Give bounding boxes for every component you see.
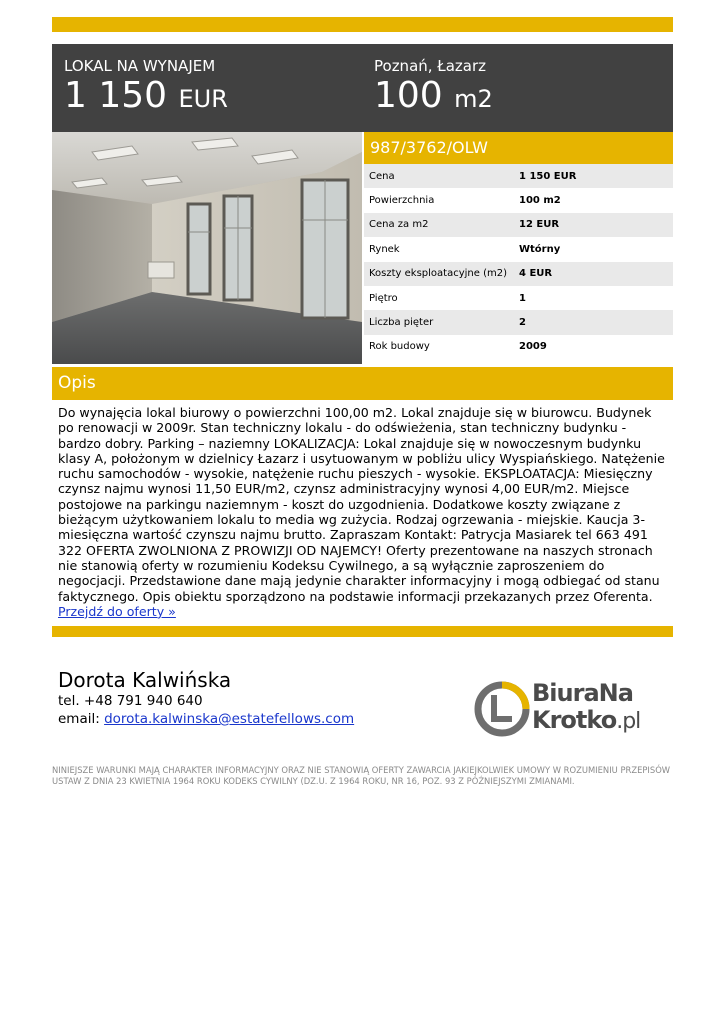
office-interior-image xyxy=(52,132,362,364)
listing-header xyxy=(52,44,673,132)
description-text: Do wynajęcia lokal biurowy o powierzchni 100,00 m2. Lokal znajduje się w biurowcu. Budynek po renowacji w 2009r. Stan techniczny lokalu - do odświeżenia, stan techniczny budynku - bardzo dobry. Parking – naziemny LOKALIZACJA: Lokal znajduje się w nowoczesnym budynku klasy A, położonym w dzielnicy Łazarz i usytuowanym w pobliżu ulicy Wyspiańskiego. Natężenie ruchu samochodów - wysokie, natężenie ruchu pieszych - wysokie. EKSPLOATACJA: Miesięczny czynsz najmu wynosi 11,50 EUR/m2, czynsz administracyjny wynosi 4,00 EUR/m2. Miejsce postojowe na parkingu naziemnym - koszt do uzgodnienia. Dodatkowe koszty związane z bieżącym użytkowaniem lokalu to media wg zużycia. Rodzaj ogrzewania - miejskie. Kaucja 3-miesięczna wartość czynszu najmu brutto. Zapraszam Kontakt: Patrycja Masiarek tel 663 491 322 OFERTA ZWOLNIONA Z PROWIZJI OD NAJEMCY! Oferty prezentowane na naszych stronach nie stanowią oferty w rozumieniu Kodeksu Cywilnego, a są wyłącznie zaproszeniem do negocjacji. Przedstawione dane mają jedynie charakter informacyjny i mogą odbiegać od stanu faktycznego. Opis obiektu sporządzono na podstawie informacji przekazanych przez Oferenta. xyxy=(58,405,665,604)
legal-disclaimer: NINIEJSZE WARUNKI MAJĄ CHARAKTER INFORMACYJNY ORAZ NIE STANOWIĄ OFERTY ZAWARCIA JAKIEJKOLWIEK UMOWY W ROZUMIENIU PRZEPISÓW USTAW Z DNIA 23 KWIETNIA 1964 ROKU KODEKS CYWILNY (DZ.U. Z 1964 ROKU, NR 16, POZ. 93 Z PÓŹNIEJSZYMI ZMIANAMI. xyxy=(52,765,671,786)
area-display xyxy=(374,76,493,119)
spec-value: 100 m2 xyxy=(519,195,561,207)
agent-email-link[interactable]: dorota.kalwinska@estatefellows.com xyxy=(104,711,355,727)
logo-line-2: Krotko xyxy=(532,706,617,734)
description-body xyxy=(58,405,670,619)
specs-table xyxy=(364,164,673,359)
area-unit: m2 xyxy=(454,85,493,113)
spec-label: Powierzchnia xyxy=(369,195,435,207)
agent-name: Dorota Kalwińska xyxy=(58,668,232,692)
spec-value: 1 150 EUR xyxy=(519,170,577,182)
spec-value: 4 EUR xyxy=(519,268,553,280)
email-prefix: email: xyxy=(58,711,105,727)
bottom-accent-bar xyxy=(52,626,673,637)
agent-phone: tel. +48 791 940 640 xyxy=(58,693,203,709)
location-label: Poznań, Łazarz xyxy=(374,57,487,75)
spec-label: Rok budowy xyxy=(369,341,430,353)
header-location-block xyxy=(374,56,493,119)
spec-label: Koszty eksploatacyjne (m2) xyxy=(369,268,507,280)
listing-type-label: LOKAL NA WYNAJEM xyxy=(64,57,216,75)
spec-value: 2009 xyxy=(519,341,547,353)
go-to-offer-link[interactable]: Przejdź do oferty » xyxy=(58,603,176,619)
header-price-block xyxy=(64,56,228,119)
spec-label: Cena xyxy=(369,170,395,182)
description-title: Opis xyxy=(52,367,673,400)
spec-value: 2 xyxy=(519,317,526,329)
logo-suffix: .pl xyxy=(616,709,641,734)
spec-row xyxy=(364,286,673,310)
price-display xyxy=(64,76,228,119)
logo-mark-icon xyxy=(472,678,532,740)
spec-label: Piętro xyxy=(369,292,398,304)
spec-row xyxy=(364,262,673,286)
property-photo xyxy=(52,132,362,364)
spec-value: 1 xyxy=(519,292,526,304)
spec-row xyxy=(364,188,673,212)
spec-label: Cena za m2 xyxy=(369,219,429,231)
spec-row xyxy=(364,213,673,237)
logo-wordmark xyxy=(532,680,640,735)
price-unit: EUR xyxy=(178,85,228,113)
spec-row xyxy=(364,164,673,188)
spec-row xyxy=(364,335,673,359)
spec-row xyxy=(364,310,673,334)
agent-email-line xyxy=(58,710,354,728)
reference-number: 987/3762/OLW xyxy=(364,132,673,164)
spec-label: Rynek xyxy=(369,243,400,255)
top-accent-bar xyxy=(52,17,673,32)
spec-value: Wtórny xyxy=(519,243,561,255)
price-value: 1 150 xyxy=(64,75,168,116)
spec-value: 12 EUR xyxy=(519,219,560,231)
spec-label: Liczba pięter xyxy=(369,317,434,329)
spec-row xyxy=(364,237,673,261)
logo-line-1: BiuraNa xyxy=(532,679,633,707)
agent-contact xyxy=(58,668,354,728)
area-value: 100 xyxy=(374,75,443,116)
company-logo xyxy=(472,678,652,740)
